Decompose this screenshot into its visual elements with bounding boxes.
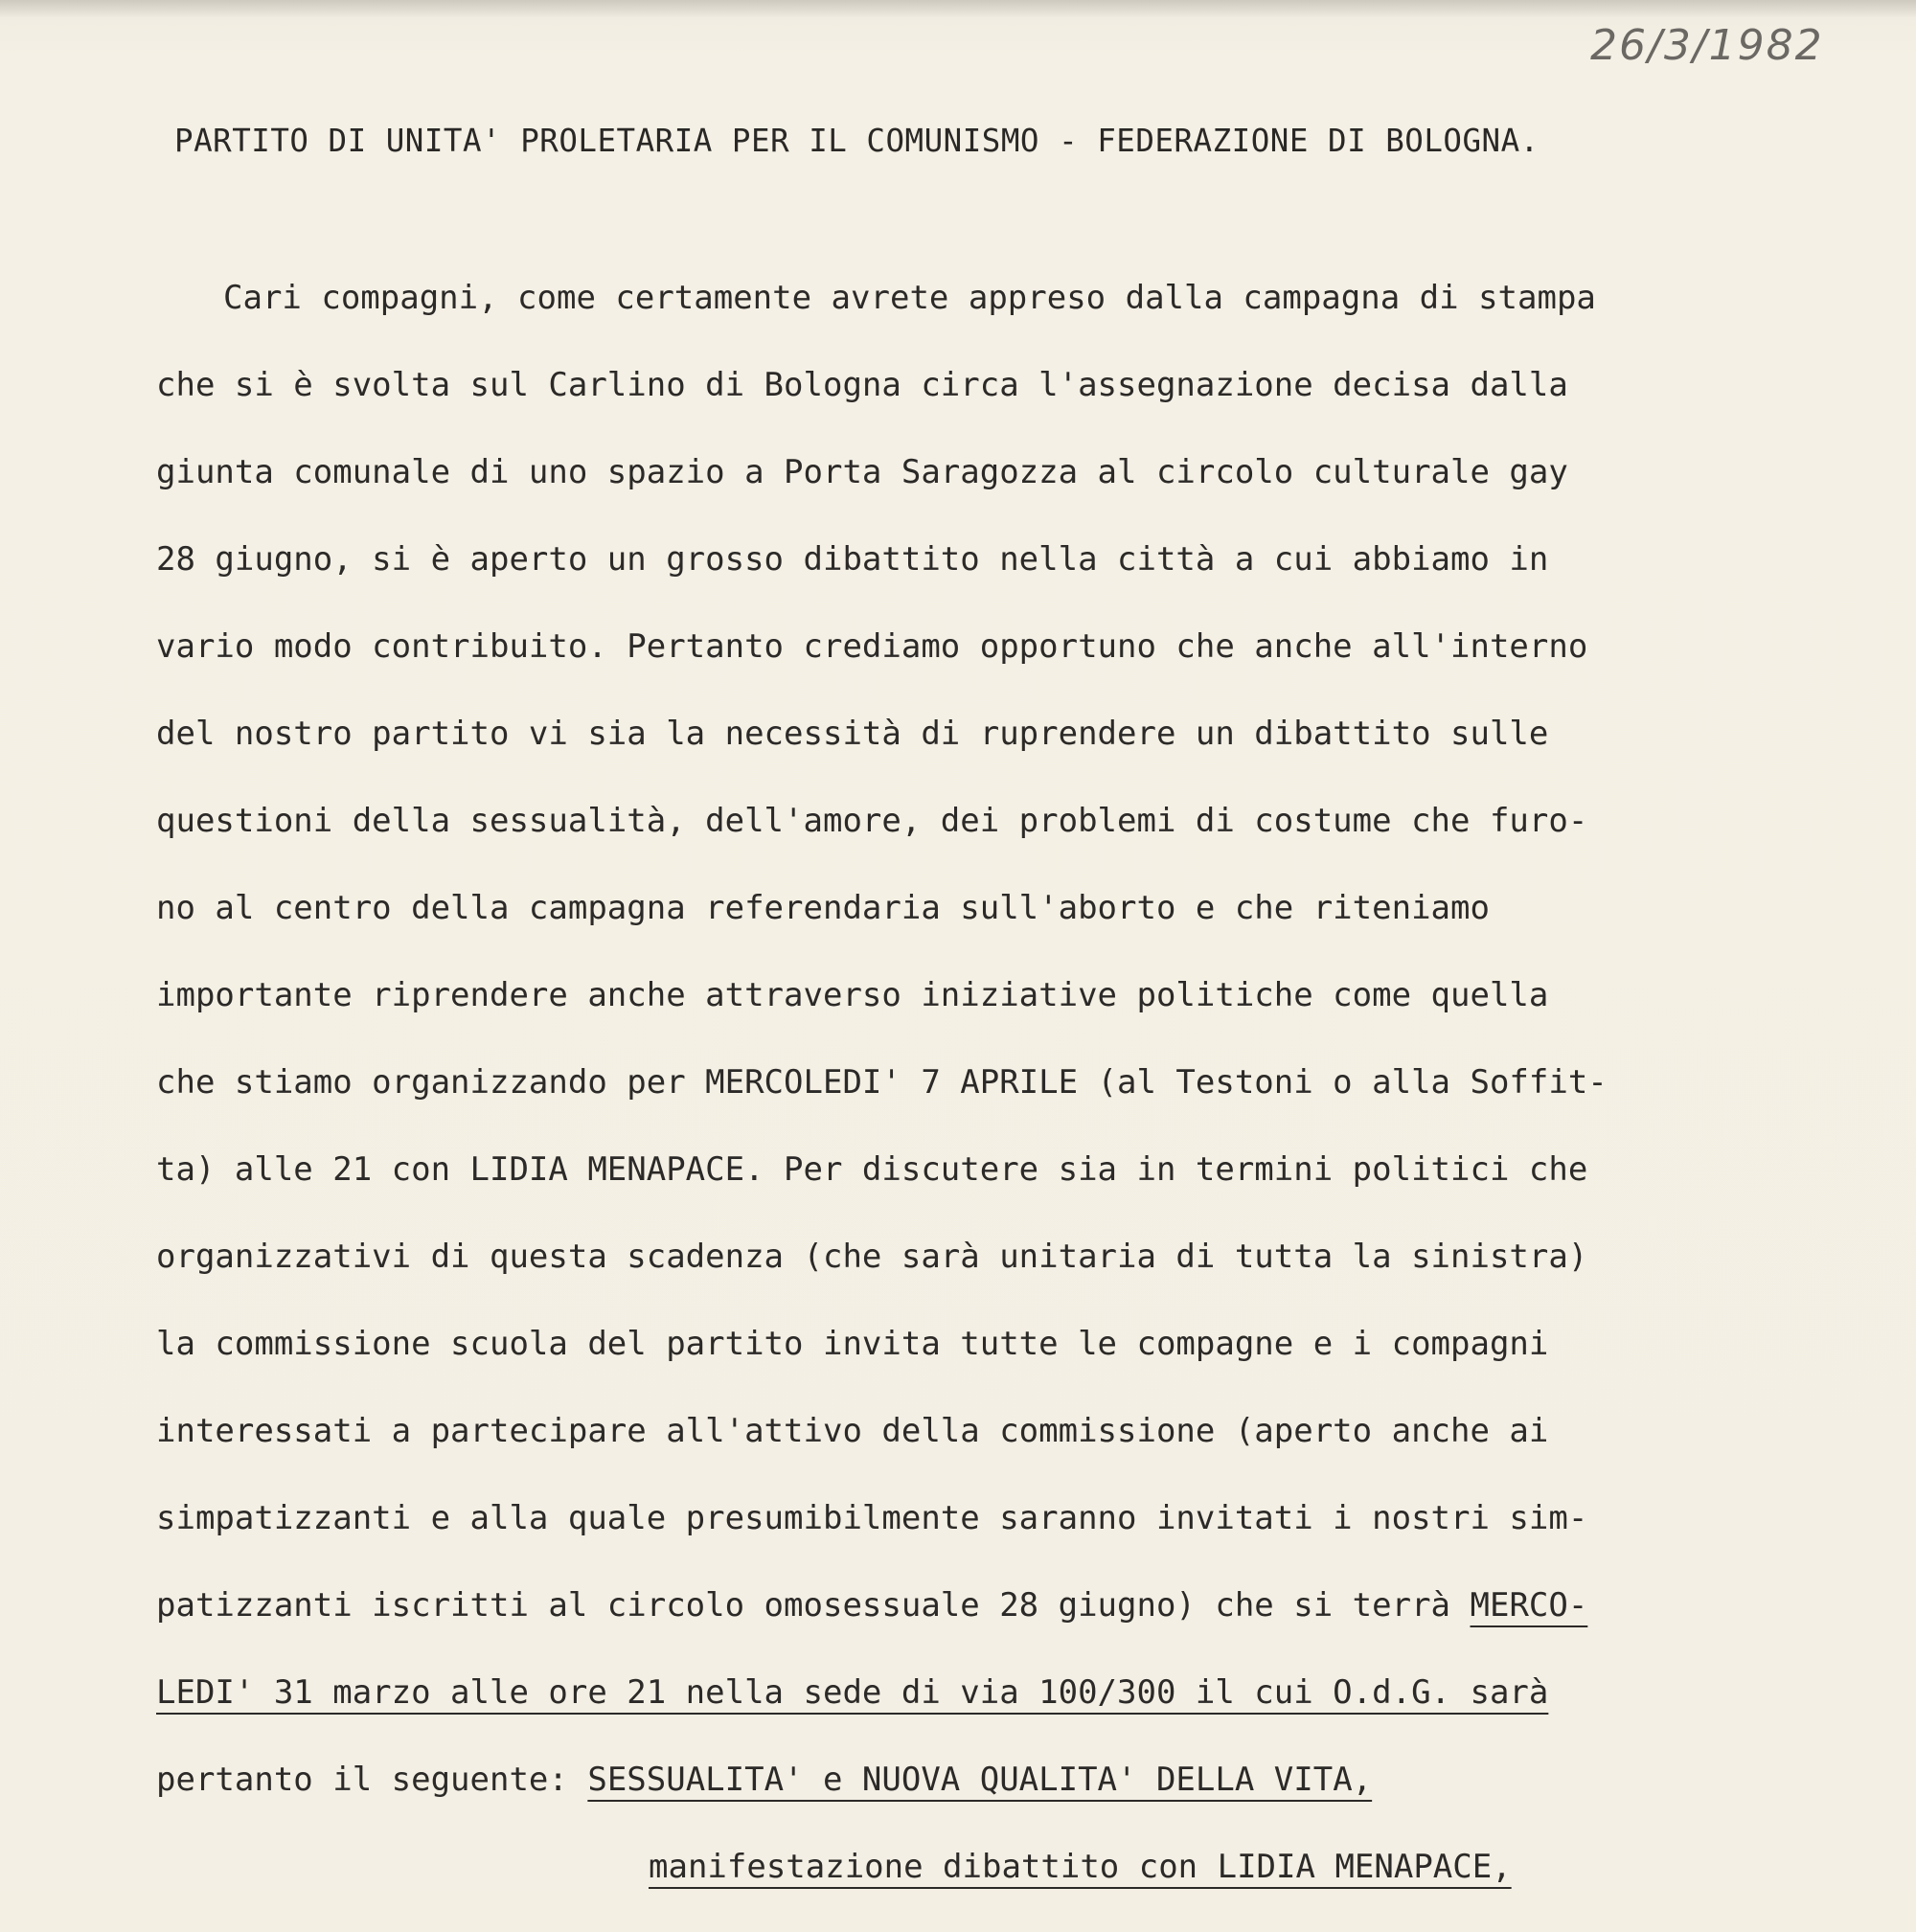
body-line: ta) alle 21 con LIDIA MENAPACE. Per discutere sia in termini politici che: [156, 1150, 1588, 1189]
body-line: organizzativi di questa scadenza (che sarà unitaria di tutta la sinistra): [156, 1238, 1588, 1276]
letter-body: [156, 276, 1823, 1932]
top-shadow: [0, 0, 1916, 17]
body-line: importante riprendere anche attraverso iniziative politiche come quella: [156, 976, 1549, 1014]
body-line: che si è svolta sul Carlino di Bologna circa l'assegnazione decisa dalla: [156, 366, 1568, 404]
body-line: giunta comunale di uno spazio a Porta Saragozza al circolo culturale gay: [156, 453, 1568, 491]
underlined-line: [156, 1671, 1823, 1758]
body-line: 28 giugno, si è aperto un grosso dibattito nella città a cui abbiamo in: [156, 540, 1549, 579]
agenda-line: [156, 1758, 1823, 1845]
body-line: la commissione scuola del partito invita tutte le compagne e i compagni: [156, 1325, 1549, 1363]
body-line: questioni della sessualità, dell'amore, dei problemi di costume che furo-: [156, 802, 1588, 840]
body-line: Cari compagni, come certamente avrete appreso dalla campagna di stampa: [223, 279, 1596, 317]
body-line: vario modo contribuito. Pertanto crediamo opportuno che anche all'interno: [156, 627, 1588, 666]
body-line: del nostro partito vi sia la necessità di ruprendere un dibattito sulle: [156, 715, 1549, 753]
body-line-text: patizzanti iscritti al circolo omosessuale 28 giugno) che si terrà: [156, 1586, 1451, 1625]
body-line: interessati a partecipare all'attivo della commissione (aperto anche ai: [156, 1412, 1549, 1450]
underlined-text: LEDI' 31 marzo alle ore 21 nella sede di via 100/300 il cui O.d.G. sarà: [156, 1673, 1549, 1712]
agenda-line: [156, 1845, 1823, 1932]
document-header: PARTITO DI UNITA' PROLETARIA PER IL COMUNISMO - FEDERAZIONE DI BOLOGNA.: [174, 123, 1540, 159]
underlined-text: MERCO-: [1470, 1586, 1588, 1625]
body-line: simpatizzanti e alla quale presumibilmente saranno invitati i nostri sim-: [156, 1499, 1588, 1537]
agenda-item: SESSUALITA' e NUOVA QUALITA' DELLA VITA,: [587, 1761, 1373, 1799]
agenda-item: manifestazione dibattito con LIDIA MENAPACE,: [649, 1848, 1512, 1886]
handwritten-date: 26/3/1982: [1590, 21, 1824, 70]
body-line-with-underline: [156, 1583, 1823, 1671]
body-line: che stiamo organizzando per MERCOLEDI' 7 APRILE (al Testoni o alla Soffit-: [156, 1063, 1608, 1102]
body-line: no al centro della campagna referendaria sull'aborto e che riteniamo: [156, 889, 1490, 927]
agenda-prefix: pertanto il seguente:: [156, 1761, 588, 1799]
